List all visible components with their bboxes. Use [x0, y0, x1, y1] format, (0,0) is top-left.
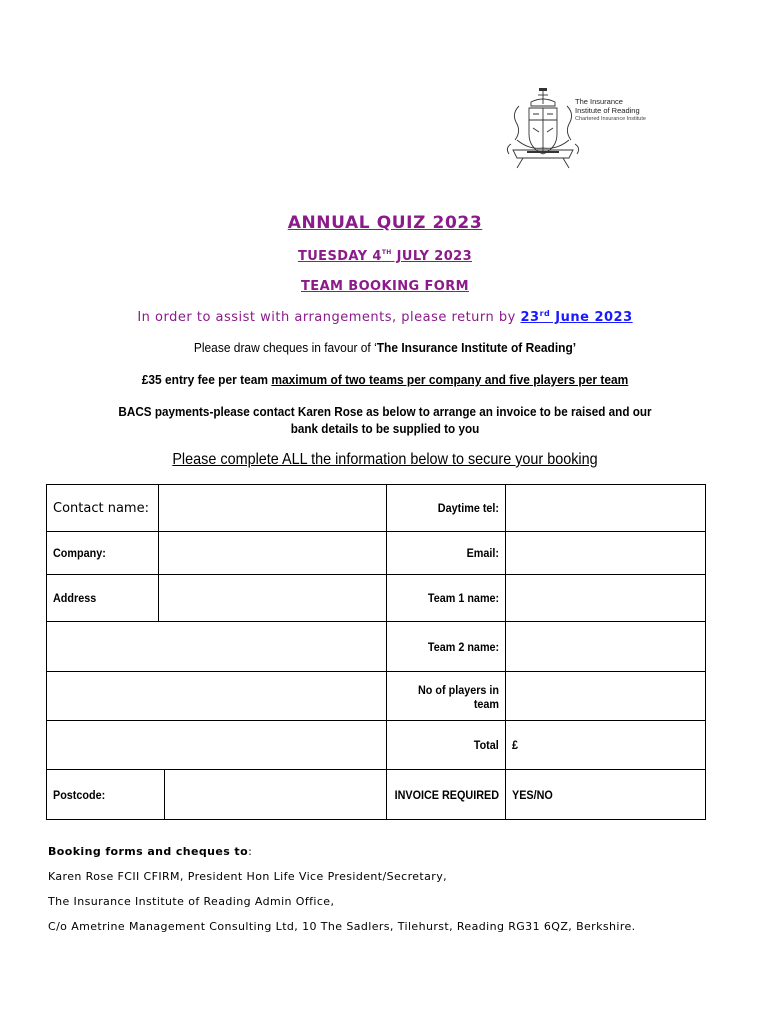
cheques-note [31, 340, 739, 355]
invoice-required-label: INVOICE REQUIRED [394, 788, 499, 802]
footer-line-1: Karen Rose FCII CFIRM, President Hon Life Vice President/Secretary, [48, 870, 448, 883]
players-label [418, 683, 499, 711]
company-field[interactable] [159, 532, 386, 574]
team-1-label: Team 1 name: [427, 591, 499, 605]
footer-line-3: C/o Ametrine Management Consulting Ltd, 10 The Sadlers, Tilehurst, Reading RG31 6QZ, Berkshire. [48, 920, 636, 933]
contact-name-label: Contact name: [53, 501, 149, 516]
footer-heading-colon: : [248, 845, 253, 858]
bacs-line-2: bank details to be supplied to you [290, 421, 480, 436]
fee-limit: maximum of two teams per company and five players per team [271, 372, 629, 387]
daytime-tel-label: Daytime tel: [437, 501, 499, 515]
event-date-suffix: TH [381, 249, 392, 256]
daytime-tel-field[interactable] [506, 485, 705, 531]
logo-line-3: Chartered Insurance Institute [575, 116, 646, 122]
fee-note [31, 372, 739, 387]
booking-table [46, 484, 706, 820]
complete-heading: Please complete ALL the information below to secure your booking [172, 451, 598, 468]
total-value[interactable]: £ [512, 738, 519, 752]
address-field[interactable] [159, 575, 386, 621]
return-note [0, 309, 770, 325]
event-date-month: JULY 2023 [391, 249, 473, 264]
cheques-payee: The Insurance Institute of Reading’ [376, 340, 577, 355]
fee-text: £35 entry fee per team [141, 372, 272, 387]
return-deadline-day: 23 [520, 310, 540, 325]
form-title: TEAM BOOKING FORM [301, 279, 469, 294]
postcode-field[interactable] [165, 770, 386, 819]
address-label: Address [53, 591, 97, 605]
event-date-day: TUESDAY 4 [297, 249, 382, 264]
contact-name-field[interactable] [159, 485, 386, 531]
logo-line-2: Institute of Reading [575, 105, 640, 115]
return-note-text: In order to assist with arrangements, please return by [137, 310, 521, 325]
logo-line-1: The Insurance [575, 97, 623, 106]
postcode-label: Postcode: [53, 788, 106, 802]
team-1-name-field[interactable] [506, 575, 705, 621]
logo-text [575, 98, 646, 124]
col-divider [386, 485, 387, 819]
return-deadline-sup: rd [539, 309, 551, 318]
footer-line-2: The Insurance Institute of Reading Admin Office, [48, 895, 335, 908]
address-continued-field[interactable] [47, 622, 386, 769]
bacs-note [0, 403, 770, 437]
footer-heading [48, 845, 252, 858]
team-2-label: Team 2 name: [427, 640, 499, 654]
players-label-line-1: No of players in [417, 683, 499, 697]
players-label-line-2: team [473, 697, 499, 711]
players-count-field[interactable] [506, 672, 705, 720]
email-label: Email: [466, 546, 499, 560]
page-title: ANNUAL QUIZ 2023 [287, 213, 483, 233]
cheques-prefix: Please draw cheques in favour of ‘ [193, 340, 377, 355]
total-label: Total [473, 738, 499, 752]
return-deadline-month: June 2023 [550, 310, 633, 325]
event-date [0, 249, 770, 264]
email-field[interactable] [506, 532, 705, 574]
return-deadline [520, 310, 632, 325]
company-label: Company: [53, 546, 106, 560]
footer-heading-text: Booking forms and cheques to [48, 845, 249, 858]
bacs-line-1: BACS payments-please contact Karen Rose as below to arrange an invoice to be raised and our [118, 404, 652, 419]
invoice-required-value[interactable]: YES/NO [512, 788, 553, 802]
team-2-name-field[interactable] [506, 622, 705, 671]
